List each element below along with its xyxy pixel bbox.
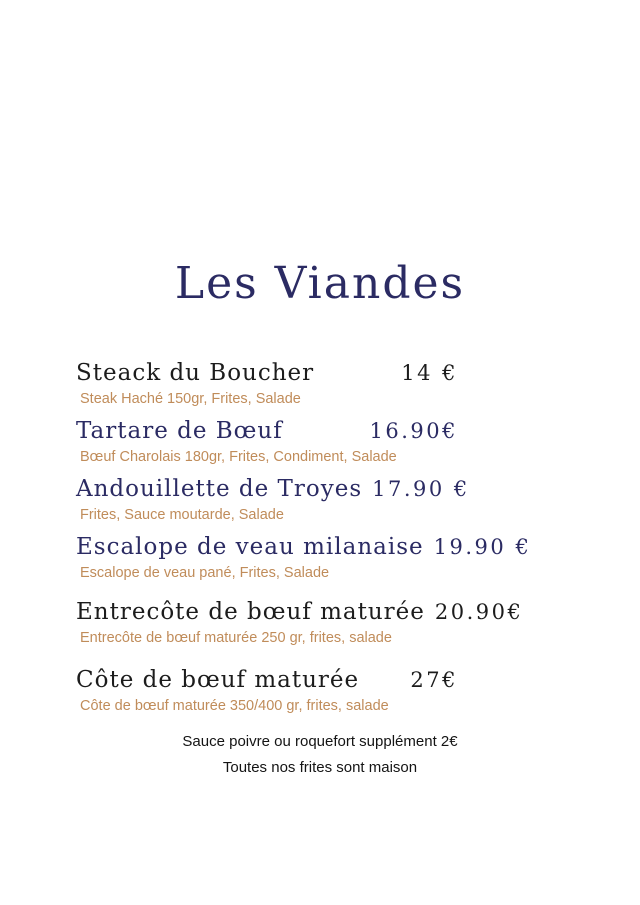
item-description: Steak Haché 150gr, Frites, Salade — [80, 391, 301, 407]
menu-item-list — [76, 358, 532, 723]
item-name: Andouillette de Troyes — [76, 476, 363, 502]
item-price: 27€ — [410, 668, 458, 692]
item-description: Frites, Sauce moutarde, Salade — [80, 507, 284, 523]
item-description: Entrecôte de bœuf maturée 250 gr, frites, salade — [80, 630, 392, 646]
menu-item — [76, 532, 532, 583]
item-description: Bœuf Charolais 180gr, Frites, Condiment, Salade — [80, 449, 397, 465]
menu-item — [76, 358, 458, 409]
item-price: 16.90€ — [369, 419, 458, 443]
item-description: Côte de bœuf maturée 350/400 gr, frites, salade — [80, 698, 389, 714]
menu-item — [76, 597, 524, 648]
menu-item — [76, 665, 458, 716]
page-title: Les Viandes — [174, 258, 466, 309]
item-price: 19.90 € — [433, 535, 532, 559]
item-description: Escalope de veau pané, Frites, Salade — [80, 565, 330, 581]
note-fries: Toutes nos frites sont maison — [222, 759, 418, 776]
item-price: 20.90€ — [434, 600, 524, 624]
item-price: 17.90 € — [372, 477, 470, 501]
item-name: Escalope de veau milanaise — [76, 534, 424, 560]
item-name: Entrecôte de bœuf maturée — [76, 599, 425, 625]
item-name: Tartare de Bœuf — [76, 418, 283, 444]
item-price: 14 € — [401, 361, 458, 385]
item-name: Côte de bœuf maturée — [76, 667, 360, 693]
menu-item — [76, 474, 470, 525]
note-supplement: Sauce poivre ou roquefort supplément 2€ — [182, 733, 458, 750]
item-name: Steack du Boucher — [76, 360, 315, 386]
menu-notes — [0, 729, 640, 781]
menu-item — [76, 416, 458, 467]
